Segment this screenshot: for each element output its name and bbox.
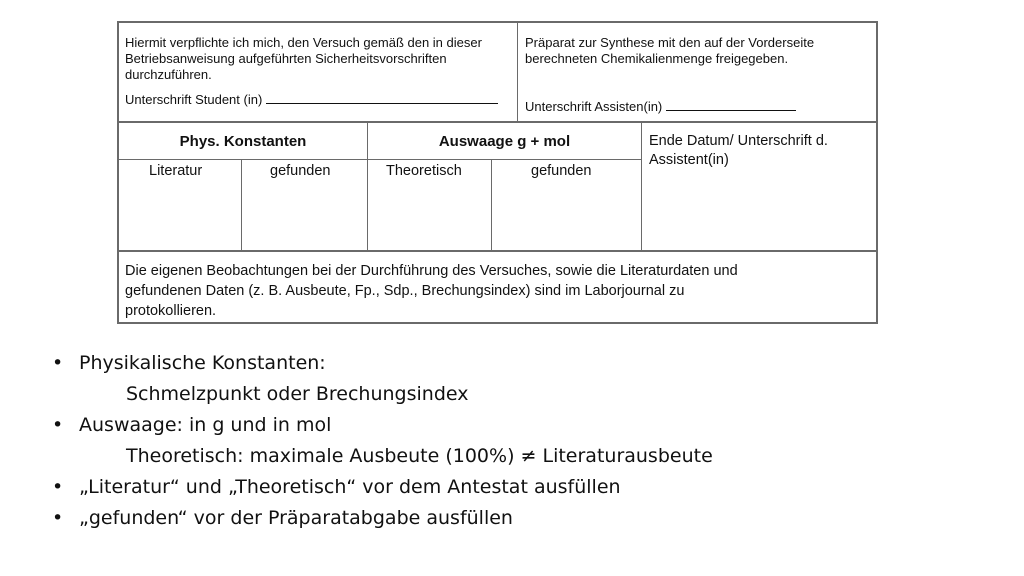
bullet-text: „gefunden“ vor der Präparatabgabe ausfüllen xyxy=(79,507,513,529)
bullet-item-submission xyxy=(52,503,992,534)
bullet-item-phys-constants xyxy=(52,348,992,379)
divider-row3 xyxy=(119,250,876,252)
commitment-line-1: Hiermit verpflichte ich mich, den Versuch gemäß den in dieser xyxy=(125,35,482,50)
col-theoretisch: Theoretisch xyxy=(386,163,462,179)
divider-top-vertical xyxy=(517,23,518,121)
bullet-subline-phys-constants: Schmelzpunkt oder Brechungsindex xyxy=(126,383,469,405)
bullet-icon: • xyxy=(52,507,64,529)
divider-row2 xyxy=(119,159,641,160)
divider-col-end xyxy=(641,121,642,250)
bullet-subline-weighing: Theoretisch: maximale Ausbeute (100%) ≠ Literaturausbeute xyxy=(126,445,713,467)
col-gefunden-phys: gefunden xyxy=(270,163,331,179)
observations-note xyxy=(125,261,870,321)
bullet-icon: • xyxy=(52,352,64,374)
commitment-text xyxy=(125,35,515,83)
divider-row1 xyxy=(119,121,876,123)
bullet-icon: • xyxy=(52,414,64,436)
release-line-1: Präparat zur Synthese mit den auf der Vorderseite xyxy=(525,35,815,50)
end-date-line-2: Assistent(in) xyxy=(649,152,729,168)
bullet-item-antestat xyxy=(52,472,992,503)
divider-col-theoretisch xyxy=(491,159,492,250)
end-date-signature-label xyxy=(649,132,874,170)
observations-line-1: Die eigenen Beobachtungen bei der Durchführung des Versuches, sowie die Literaturdaten und xyxy=(125,263,738,279)
assistant-signature-line xyxy=(666,98,796,111)
bullet-item-weighing xyxy=(52,410,992,441)
weighing-header: Auswaage g + mol xyxy=(438,133,571,150)
observations-line-3: protokollieren. xyxy=(125,303,217,319)
commitment-line-2: Betriebsanweisung aufgeführten Sicherheitsvorschriften xyxy=(125,51,447,66)
bullet-text: Auswaage: in g und in mol xyxy=(79,414,332,436)
phys-constants-header: Phys. Konstanten xyxy=(179,133,307,150)
end-date-line-1: Ende Datum/ Unterschrift d. xyxy=(649,133,828,149)
assistant-signature-field xyxy=(525,98,875,115)
release-text xyxy=(525,35,875,67)
commitment-line-3: durchzuführen. xyxy=(125,67,212,82)
bullet-text: „Literatur“ und „Theoretisch“ vor dem Antestat ausfüllen xyxy=(79,476,621,498)
col-literatur: Literatur xyxy=(149,163,203,179)
release-line-2: berechneten Chemikalienmenge freigegeben. xyxy=(525,51,789,66)
assistant-signature-label: Unterschrift Assisten(in) xyxy=(525,99,663,114)
lab-form-image xyxy=(117,21,878,324)
observations-line-2: gefundenen Daten (z. B. Ausbeute, Fp., Sdp., Brechungsindex) sind im Laborjournal zu xyxy=(125,283,685,299)
student-signature-field xyxy=(125,91,515,108)
divider-col-literatur xyxy=(241,159,242,250)
student-signature-label: Unterschrift Student (in) xyxy=(125,92,263,107)
bullet-list xyxy=(52,348,992,534)
student-signature-line xyxy=(266,91,498,104)
bullet-text: Physikalische Konstanten: xyxy=(79,352,326,374)
col-gefunden-weighing: gefunden xyxy=(531,163,592,179)
bullet-icon: • xyxy=(52,476,64,498)
